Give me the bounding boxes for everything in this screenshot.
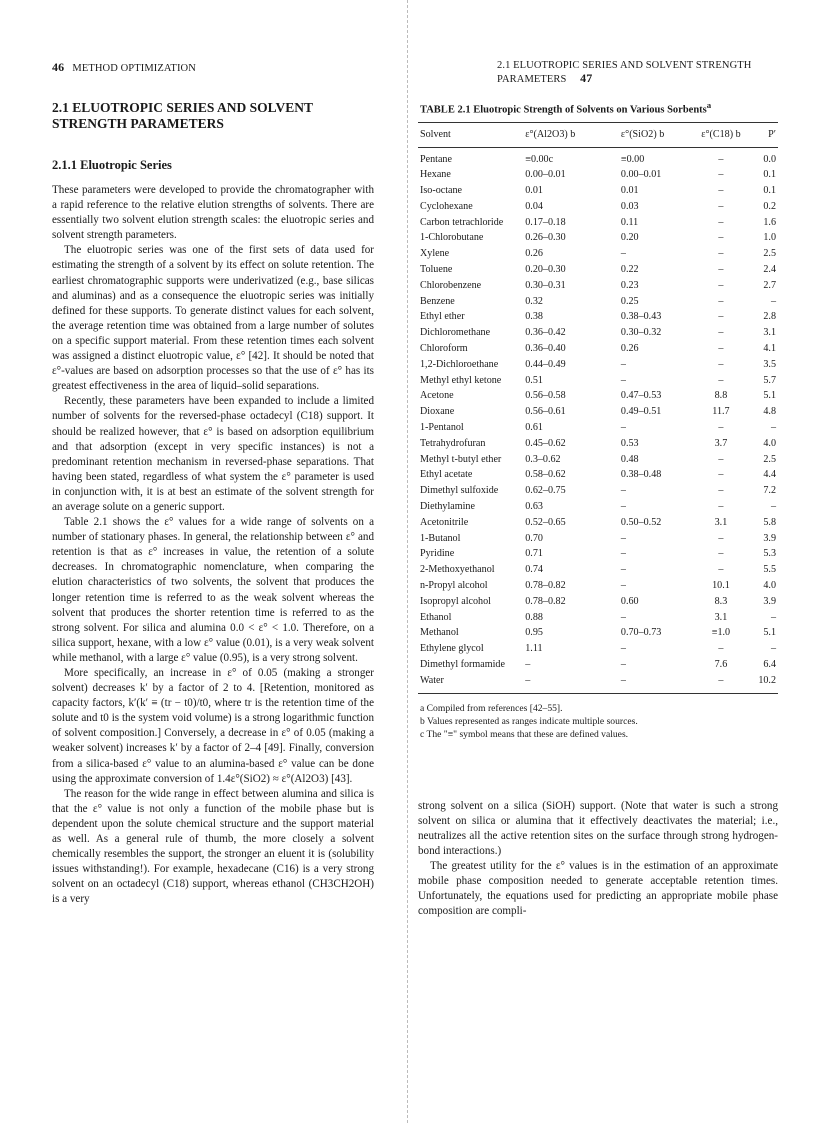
table-cell: 1.11 [525, 643, 543, 655]
table-cell: 0.53 [620, 437, 639, 449]
table-cell: Acetone [420, 390, 454, 402]
table-cell: n-Propyl alcohol [420, 580, 488, 592]
table-row [418, 262, 778, 278]
table-cell: – [718, 169, 724, 181]
table-cell: 3.1 [714, 516, 728, 528]
table-cell: Hexane [420, 169, 451, 181]
table-cell: 0.2 [763, 200, 776, 212]
table-cell: 4.8 [763, 406, 776, 418]
paragraph: Recently, these parameters have been expanded to include a limited number of solvents for the reversed-phase octadecyl (C18) support. It should be realized however, that ε° is based on adsorption equilibrium and that adsorption (except in very specific instances) is not a predominant retention mechanism in reversed-phase separations. That having been stated, regardless of what system the ε° parameter is used in conjunction with, it is at best an estimate of the solvent strength for an average solute on a generic support. [52, 395, 374, 513]
table-cell: 4.4 [763, 469, 776, 481]
table-cell: 3.7 [714, 437, 728, 449]
table-cell: 5.5 [763, 564, 776, 576]
table-cell: – [718, 153, 724, 165]
table-row [418, 641, 778, 657]
table-cell: 3.1 [763, 327, 776, 339]
table-cell: – [718, 264, 724, 276]
right-running-header [497, 60, 816, 86]
table-cell: – [718, 532, 724, 544]
table-cell: 0.58–0.62 [525, 469, 566, 481]
table-cell: 0.01 [525, 185, 543, 197]
table-row [418, 309, 778, 325]
table-cell: 5.8 [763, 516, 776, 528]
table-cell: – [620, 485, 626, 497]
table-cell: Tetrahydrofuran [420, 437, 486, 449]
table-cell: Ethanol [420, 611, 452, 623]
table-cell: ≡1.0 [711, 627, 731, 639]
table-cell: 0.26 [620, 343, 639, 355]
table-cell: 0.60 [620, 595, 639, 607]
table-footnote: b Values represented as ranges indicate multiple sources. [420, 715, 638, 727]
table-footnote: c The "≡" symbol means that these are defined values. [420, 728, 629, 740]
table-cell: Dimethyl sulfoxide [420, 485, 499, 497]
table-cell: 0.71 [525, 548, 543, 560]
table-row [418, 673, 778, 693]
table-cell: 0.44–0.49 [525, 358, 566, 370]
table-cell: Ethylene glycol [420, 643, 484, 655]
table-cell: – [718, 485, 724, 497]
table-cell: Xylene [420, 248, 450, 260]
table-cell: 0.11 [620, 216, 639, 228]
paragraph: These parameters were developed to provide the chromatographer with a rapid reference to the relative elution strengths of solvents. There are essentially two solvent elution strength scales: the eluotropic series and solvent strength parameters. [52, 184, 374, 242]
table-cell: 0.20 [620, 232, 639, 244]
right-body-text [418, 799, 778, 920]
table-cell: 0.30–0.31 [525, 279, 566, 291]
table-cell: Dimethyl formamide [420, 659, 505, 670]
table-row [418, 147, 778, 167]
table-cell: 8.8 [714, 390, 728, 402]
table-cell: 0.78–0.82 [525, 595, 566, 607]
table-row [418, 325, 778, 341]
section-title: 2.1 ELUOTROPIC SERIES AND SOLVENT STRENGTH PARAMETERS [52, 100, 313, 131]
table-cell: 0.22 [620, 264, 639, 276]
paragraph: The greatest utility for the ε° values is in the estimation of an approximate mobile phase composition needed to generate acceptable retention times. Unfortunately, the equations used for predicting an appropriate mobile phase composition are compli- [418, 859, 778, 918]
table-row [418, 341, 778, 357]
paragraph: Table 2.1 shows the ε° values for a wide range of solvents on a number of stationary phases. In general, the relationship between ε° and retention is that as ε° increases in value, the retention of a solute decreases. In chromatographic nomenclature, when comparing the elution characteristics of two solvents, the solvent that produces the longer retention time is referred to as the weak solvent whereas the solvent that produces the shorter retention time is referred to as the strong solvent. For silica and alumina 0.0 < ε° < 1.0. Therefore, on a silica support, hexane, with a low ε° value (0.01), is a very weak solvent while methanol, with a large ε° value (0.95), is a very strong solvent. [52, 516, 374, 664]
table-row [418, 183, 778, 199]
table-cell: Ethyl acetate [420, 469, 473, 481]
subsection-title: 2.1.1 Eluotropic Series [52, 158, 172, 172]
table-cell: – [718, 358, 724, 370]
table-cell: Chlorobenzene [420, 279, 482, 291]
paragraph: strong solvent on a silica (SiOH) support. (Note that water is such a strong solvent on silica or alumina that it effectively deactivates the material; i.e., neutralizes all the active retention sites on the surface through strong hydrogen-bond interactions.) [418, 799, 778, 857]
table-cell: – [718, 674, 724, 686]
table-row [418, 531, 778, 547]
table-cell: 2.4 [763, 264, 776, 276]
table-cell: Benzene [420, 295, 455, 307]
table-cell: Methanol [420, 627, 459, 639]
table-cell: Isopropyl alcohol [420, 595, 491, 607]
table-cell: 2-Methoxyethanol [420, 564, 495, 576]
table-row [418, 515, 778, 531]
table-cell: 5.1 [763, 390, 776, 402]
table-cell: – [718, 216, 724, 228]
table-row [418, 357, 778, 373]
table-cell: 8.3 [714, 595, 728, 607]
table-cell: – [770, 611, 776, 623]
table-header-cell: Solvent [420, 128, 451, 140]
left-column [52, 100, 374, 908]
table-row [418, 578, 778, 594]
table-cell: 0.1 [763, 185, 776, 197]
table-cell: – [718, 422, 724, 434]
paragraph: More specifically, an increase in ε° of 0.05 (making a stronger solvent) decreases k′ by a factor of 2 to 4. [Retention, monitored as capacity factors, k′(k′ ≡ (tr − t0)/t0, where tr is the retention time of the solute and t0 is the system void volume) is a strong logarithmic function of solvent composition.] Conversely, a decrease in ε° of 0.05 (making a weaker solvent) increases k′ by a factor of 2–4 [49]. Finally, conversion from a silica-based ε° value to an alumina-based ε° value can be done using the approximate conversion of 1.4ε°(SiO2) ≈ ε°(Al2O3) [43]. [52, 667, 374, 785]
table-cell: Cyclohexane [420, 200, 473, 212]
table-row [418, 388, 778, 404]
table-cell: 0.78–0.82 [525, 580, 566, 592]
table-cell: 5.3 [763, 548, 776, 560]
table-cell: – [718, 469, 724, 481]
table-cell: Methyl t-butyl ether [420, 453, 502, 465]
table-row [418, 230, 778, 246]
table-cell: 7.2 [763, 485, 776, 497]
table-cell: – [620, 358, 626, 370]
table-body [418, 147, 778, 693]
table-cell: Carbon tetrachloride [420, 216, 504, 228]
table-cell: 0.74 [525, 564, 543, 576]
table-cell: 0.30–0.32 [620, 327, 662, 339]
table-cell: 0.23 [620, 279, 639, 291]
table-cell: 0.1 [763, 169, 776, 181]
table-row [418, 657, 778, 673]
table-cell: 5.7 [763, 374, 776, 386]
table-row [418, 215, 778, 231]
table-cell: 0.56–0.58 [525, 390, 566, 402]
table-cell: – [525, 674, 531, 686]
table-cell: Pentane [420, 153, 452, 165]
table-cell: 1-Butanol [420, 532, 461, 544]
table-row [418, 436, 778, 452]
table-row [418, 420, 778, 436]
table-cell: Pyridine [420, 548, 455, 560]
table-cell: – [620, 532, 626, 544]
table-cell: 1-Pentanol [420, 422, 464, 434]
table-cell: Dichloromethane [420, 327, 491, 339]
table-cell: 0.38 [525, 311, 543, 323]
table-cell: – [620, 643, 626, 655]
table-cell: 0.3–0.62 [525, 453, 561, 465]
table-cell: 2.5 [763, 248, 776, 260]
table-cell: – [718, 311, 724, 323]
table-cell: 0.20–0.30 [525, 264, 566, 276]
table-cell: – [525, 659, 531, 670]
table-cell: 0.48 [620, 453, 639, 465]
table-title: TABLE 2.1 Eluotropic Strength of Solvents on Various Sorbents$^a$ [420, 100, 712, 116]
table-header-cell: ε°(C18) b [701, 128, 741, 140]
table-row [418, 278, 778, 294]
table-cell: Diethylamine [420, 501, 475, 513]
table-row [418, 594, 778, 610]
table-cell: 4.1 [763, 343, 776, 355]
table-cell: – [718, 185, 724, 197]
left-running-head: METHOD OPTIMIZATION [72, 63, 196, 74]
left-running-header [52, 60, 196, 75]
table-cell: – [620, 580, 626, 592]
table-cell: – [718, 343, 724, 355]
table-cell: ≡0.00c [525, 153, 554, 165]
table-header-cell: ε°(Al2O3) b [525, 128, 576, 140]
table-cell: – [718, 374, 724, 386]
left-page-number: 46 [52, 60, 65, 74]
table-row [418, 562, 778, 578]
table-cell: – [620, 564, 626, 576]
table-cell: – [620, 501, 626, 513]
table-cell: – [620, 374, 626, 386]
table-cell: 0.00–0.01 [620, 169, 662, 181]
table-row [418, 404, 778, 420]
table-cell: 2.7 [763, 279, 776, 291]
table-cell: 0.36–0.42 [525, 327, 566, 339]
table-cell: 0.01 [620, 185, 639, 197]
table-row [418, 294, 778, 310]
table-cell: 2.8 [763, 311, 776, 323]
table-cell: 0.70–0.73 [620, 627, 662, 639]
table-cell: 7.6 [714, 659, 728, 670]
table-cell: ≡0.00 [620, 153, 645, 165]
table-cell: – [718, 643, 724, 655]
table-cell: 0.36–0.40 [525, 343, 566, 355]
table-cell: – [718, 548, 724, 560]
table-cell: Water [420, 674, 444, 686]
table-cell: Acetonitrile [420, 516, 469, 528]
table-cell: 0.61 [525, 422, 543, 434]
table-cell: 10.1 [712, 580, 730, 592]
table-cell: – [620, 659, 626, 670]
table-row [418, 467, 778, 483]
table-cell: Chloroform [420, 343, 468, 355]
table-cell: 4.0 [763, 580, 776, 592]
table-row [418, 499, 778, 515]
table-cell: – [620, 248, 626, 260]
table-cell: – [718, 200, 724, 212]
table-cell: 3.5 [763, 358, 776, 370]
table-cell: – [620, 674, 626, 686]
table-row [418, 546, 778, 562]
table-cell: Toluene [420, 264, 453, 276]
table-cell: 0.88 [525, 611, 543, 623]
table-cell: 2.5 [763, 453, 776, 465]
table-footnote: a Compiled from references [42–55]. [420, 702, 563, 714]
table-footnotes [420, 702, 778, 741]
table-cell: Iso-octane [420, 185, 463, 197]
table-cell: – [718, 453, 724, 465]
table-row [418, 483, 778, 499]
table-cell: 10.2 [758, 674, 776, 686]
table-row [418, 373, 778, 389]
table-cell: Methyl ethyl ketone [420, 374, 502, 386]
table-header-cell: P′ [768, 128, 776, 140]
table-cell: 11.7 [712, 406, 730, 418]
table-cell: 6.4 [763, 659, 776, 670]
table-cell: – [770, 643, 776, 655]
table-cell: – [718, 564, 724, 576]
table-cell: 0.26 [525, 248, 543, 260]
table-cell: 0.51 [525, 374, 543, 386]
table-cell: – [718, 232, 724, 244]
table-cell: Ethyl ether [420, 311, 465, 323]
table-cell: – [718, 295, 724, 307]
right-column [418, 100, 778, 919]
table-cell: 0.47–0.53 [620, 390, 662, 402]
table-cell: 0.32 [525, 295, 543, 307]
table-row [418, 199, 778, 215]
table-cell: 3.1 [714, 611, 728, 623]
table-cell: – [620, 611, 626, 623]
table-cell: 0.26–0.30 [525, 232, 566, 244]
table-cell: 0.17–0.18 [525, 216, 566, 228]
table-header-row [418, 122, 778, 147]
table-cell: 0.0 [763, 153, 776, 165]
table-cell: – [770, 501, 776, 513]
table-cell: 5.1 [763, 627, 776, 639]
table-cell: – [770, 422, 776, 434]
table-cell: 0.49–0.51 [620, 406, 662, 418]
table-row [418, 452, 778, 468]
table-cell: – [718, 501, 724, 513]
eluotropic-strength-table [418, 122, 778, 694]
table-cell: 3.9 [763, 595, 776, 607]
table-cell: 0.25 [620, 295, 639, 307]
table-row [418, 610, 778, 626]
table-header-cell: ε°(SiO2) b [620, 128, 665, 140]
table-cell: – [620, 548, 626, 560]
table-cell: 4.0 [763, 437, 776, 449]
table-cell: 0.95 [525, 627, 543, 639]
table-cell: – [718, 279, 724, 291]
table-cell: 0.38–0.48 [620, 469, 662, 481]
table-row [418, 167, 778, 183]
table-cell: – [718, 327, 724, 339]
table-cell: 1.6 [763, 216, 776, 228]
table-cell: 1-Chlorobutane [420, 232, 484, 244]
table-cell: 0.04 [525, 200, 543, 212]
table-cell: Dioxane [420, 406, 455, 418]
table-cell: 0.00–0.01 [525, 169, 566, 181]
table-row [418, 625, 778, 641]
table-cell: 0.70 [525, 532, 543, 544]
right-running-head: 2.1 ELUOTROPIC SERIES AND SOLVENT STRENGTH PARAMETERS [497, 60, 752, 85]
table-cell: 1,2-Dichloroethane [420, 358, 499, 370]
table-cell: 0.38–0.43 [620, 311, 662, 323]
table-row [418, 246, 778, 262]
table-cell: – [718, 248, 724, 260]
table-cell: 0.62–0.75 [525, 485, 566, 497]
page-gutter [407, 0, 408, 1123]
table-cell: 0.45–0.62 [525, 437, 566, 449]
table-cell: 1.0 [763, 232, 776, 244]
paragraph: The reason for the wide range in effect between alumina and silica is that the ε° value is not only a function of the mobile phase but is dependent upon the solute chemical structure and the support material as well. As a general rule of thumb, the more closely a solvent chemically resembles the support, the stronger an eluent it is (solubility issues withstanding!). For example, hexadecane (C16) is a very strong solvent on an octadecyl (C18) support, whereas ethanol (CH3CH2OH) is a very [52, 787, 374, 906]
table-cell: – [620, 422, 626, 434]
table-title-footnote-mark: a [706, 100, 712, 110]
table-cell: – [770, 295, 776, 307]
right-page-number: 47 [580, 71, 593, 85]
table-cell: 3.9 [763, 532, 776, 544]
table-cell: 0.03 [620, 200, 639, 212]
table-cell: 0.63 [525, 501, 543, 513]
table-cell: 0.56–0.61 [525, 406, 566, 418]
paragraph: The eluotropic series was one of the first sets of data used for estimating the strength of a solvent by its effect on solute retention. The earliest chromatographic supports were underivatized (e.g., base silicas and aluminas) and as a consequence the eluotropic series was initially defined for these supports. To generate distinct values for each solvent, the average retention time was obtained from a large number of solutes on a specific support material. From these retention times each solvent was assigned a distinct eluotropic value, ε° [42]. It should be noted that ε°-values are based on adsorption processes so that the use of ε° has its greatest effectiveness in the area of liquid–solid separations. [52, 244, 374, 393]
table-cell: 0.50–0.52 [620, 516, 662, 528]
table-cell: 0.52–0.65 [525, 516, 566, 528]
